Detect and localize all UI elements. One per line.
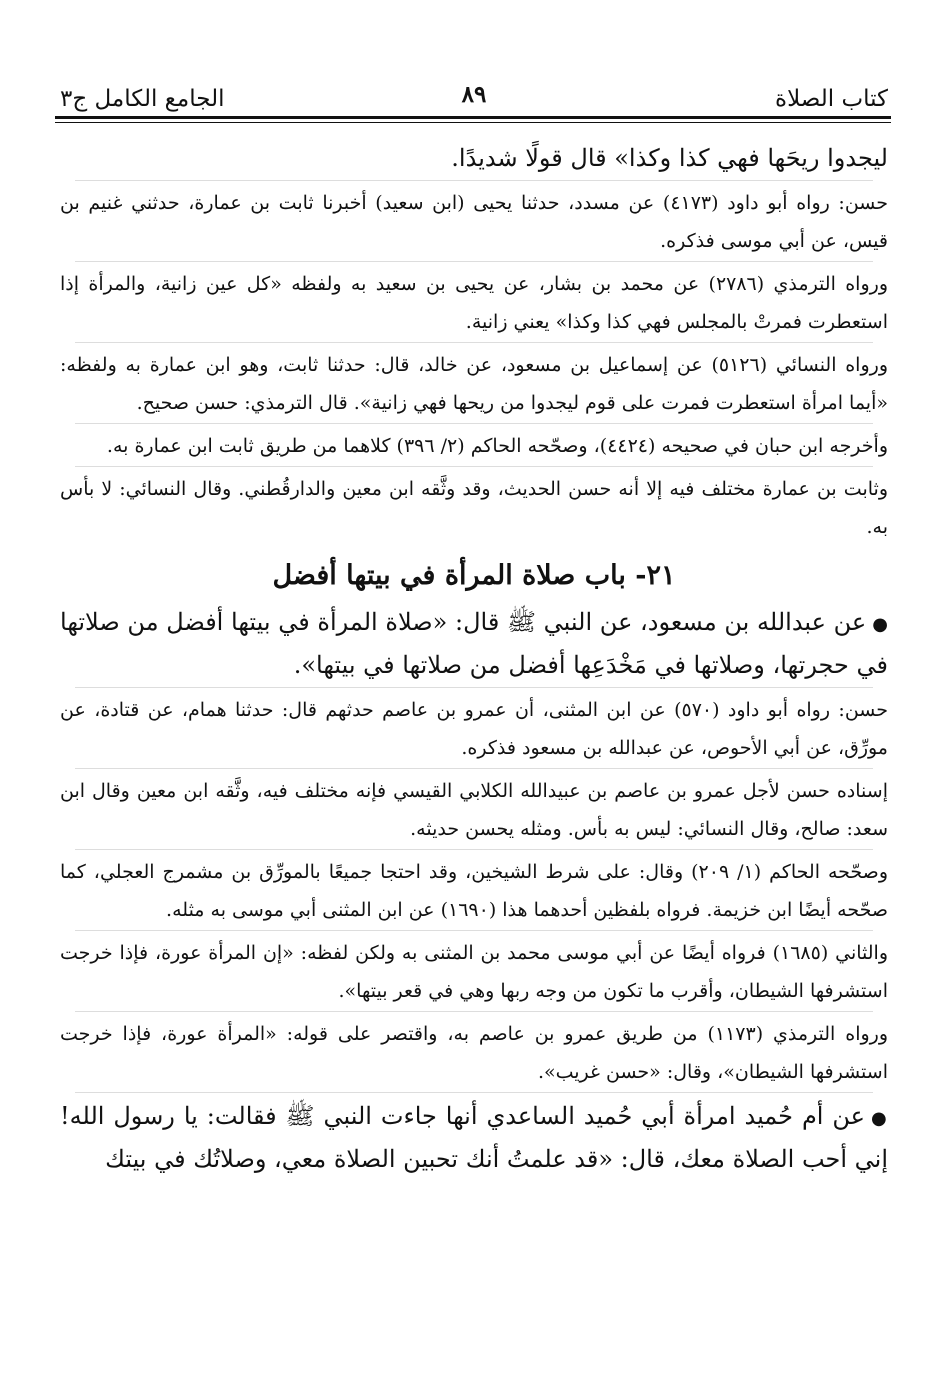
commentary-paragraph: ورواه النسائي (٥١٢٦) عن إسماعيل بن مسعود، عن خالد، قال: حدثنا ثابت، وهو ابن عمارة به ولفظه: «أيما امرأة استعطرت فمرت على قوم ليجدوا من ريحها فهي زانية». قال الترمذي: حسن صحيح.	[60, 354, 888, 414]
header-rule-thin	[55, 122, 891, 123]
hadith-paragraph	[60, 602, 888, 686]
page-number: ٨٩	[461, 81, 487, 108]
page-body	[60, 138, 888, 1180]
header-book-title: كتاب الصلاة	[775, 86, 888, 112]
separator	[75, 1092, 873, 1094]
commentary-paragraph: والثاني (١٦٨٥) فرواه أيضًا عن أبي موسى محمد بن المثنى به ولكن لفظه: «إن المرأة عورة، فإذا خرجت استشرفها الشيطان، وأقرب ما تكون من وجه ربها وهي في قعر بيتها».	[60, 942, 889, 1002]
separator	[75, 423, 873, 425]
separator	[75, 768, 873, 770]
separator	[75, 342, 873, 344]
header-rule-thick	[55, 116, 891, 119]
chapter-heading: ٢١- باب صلاة المرأة في بيتها أفضل	[272, 560, 676, 591]
hadith-text: ليجدوا ريحَها فهي كذا وكذا» قال قولًا شديدًا.	[451, 144, 888, 172]
commentary-paragraph: إسناده حسن لأجل عمرو بن عاصم بن عبيدالله الكلابي القيسي فإنه مختلف فيه، وثَّقه ابن معين وقال ابن سعد: صالح، وقال النسائي: ليس به بأس. ومثله يحسن حديثه.	[60, 780, 888, 840]
commentary-paragraph: حسن: رواه أبو داود (٥٧٠) عن ابن المثنى، أن عمرو بن عاصم حدثهم قال: حدثنا همام، عن قتادة، عن مورِّق، عن أبي الأحوص، عن عبدالله بن مسعود فذكره.	[60, 699, 888, 759]
header-volume-title: الجامع الكامل ج٣	[60, 86, 225, 112]
separator	[75, 849, 873, 851]
separator	[75, 180, 873, 182]
commentary-paragraph: وصحّحه الحاكم (١/ ٢٠٩) وقال: على شرط الشيخين، وقد احتجا جميعًا بالمورِّق بن مشمرج العجلي، كما صحّحه أيضًا ابن خزيمة. فرواه بلفظين أحدهما هذا (١٦٩٠) عن ابن المثنى أبي موسى به مثله.	[60, 861, 888, 921]
commentary-paragraph: ورواه الترمذي (١١٧٣) من طريق عمرو بن عاصم به، واقتصر على قوله: «المرأة عورة، فإذا خرجت استشرفها الشيطان»، وقال: «حسن غريب».	[60, 1023, 888, 1083]
commentary-paragraph: حسن: رواه أبو داود (٤١٧٣) عن مسدد، حدثنا يحيى (ابن سعيد) أخبرنا ثابت بن عمارة، حدثني غنيم بن قيس، عن أبي موسى فذكره.	[60, 192, 888, 252]
hadith-paragraph	[60, 1096, 888, 1180]
commentary-paragraph: ورواه الترمذي (٢٧٨٦) عن محمد بن بشار، عن يحيى بن سعيد به ولفظه «كل عين زانية، والمرأة إذا استعطرت فمرتْ بالمجلس فهي كذا وكذا» يعني زانية.	[60, 273, 888, 333]
separator	[75, 930, 873, 932]
separator	[75, 1011, 873, 1013]
bullet-icon: ●	[872, 614, 888, 635]
separator	[75, 687, 873, 689]
hadith-text: عن عبدالله بن مسعود، عن النبي ﷺ قال: «صلاة المرأة في بيتها أفضل من صلاتها في حجرتها، وصلاتها في مَخْدَعِها أفضل من صلاتها في بيتها».	[60, 608, 888, 679]
commentary-paragraph: وأخرجه ابن حبان في صحيحه (٤٤٢٤)، وصحّحه الحاكم (٢/ ٣٩٦) كلاهما من طريق ثابت ابن عمارة به.	[106, 435, 888, 457]
separator	[75, 261, 873, 263]
bullet-icon: ●	[870, 1108, 888, 1129]
running-header	[60, 72, 888, 112]
commentary-paragraph: وثابت بن عمارة مختلف فيه إلا أنه حسن الحديث، وقد وثَّقه ابن معين والدارقُطني. وقال النسائي: لا بأس به.	[60, 478, 888, 538]
hadith-text: عن أم حُميد امرأة أبي حُميد الساعدي أنها جاءت النبي ﷺ فقالت: يا رسول الله! إني أحب الصلاة معك، قال: «قد علمتُ أنك تحبين الصلاة معي، وصلاتُك في بيتك	[60, 1102, 888, 1173]
separator	[75, 466, 873, 468]
